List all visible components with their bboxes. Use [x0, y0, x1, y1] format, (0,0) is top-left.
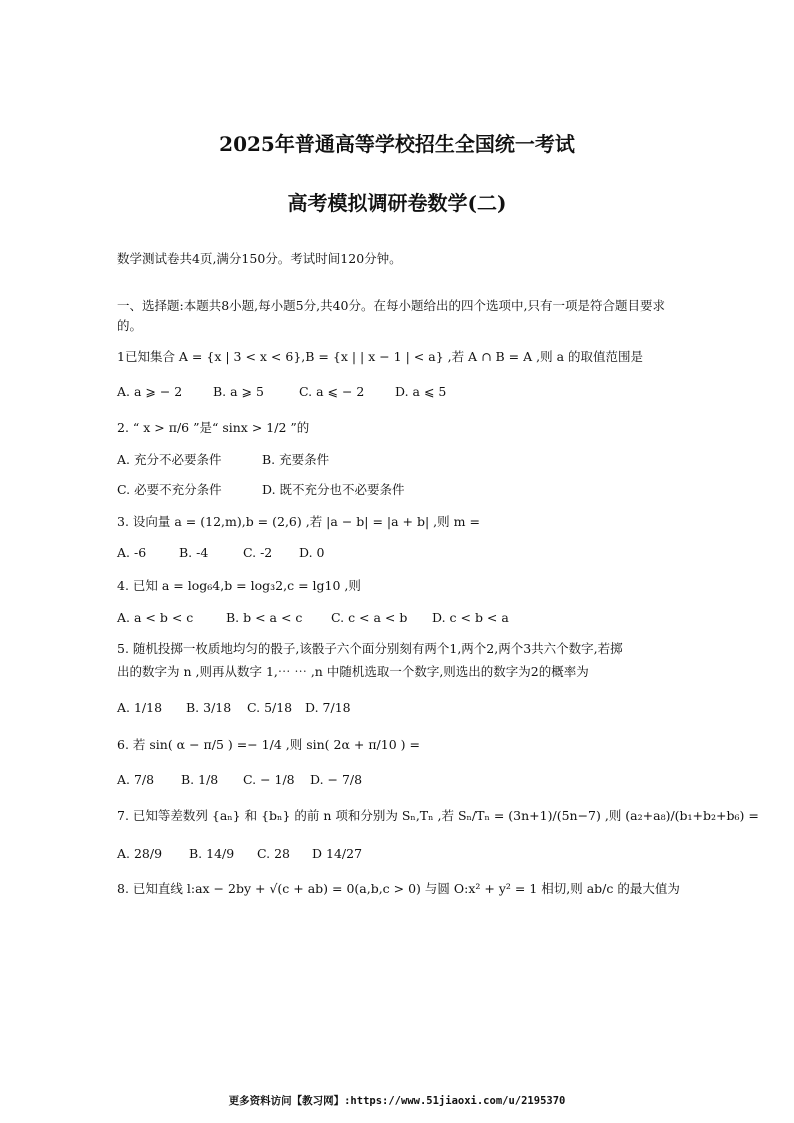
- question-7-stem: 7. 已知等差数列 {aₙ} 和 {bₙ} 的前 n 项和分别为 Sₙ,Tₙ ,若 Sₙ/Tₙ = (3n+1)/(5n−7) ,则 (a₂+a₈)/(b₁+b₂+b₆) =: [117, 808, 759, 823]
- q4-option-a: A. a < b < c: [117, 610, 194, 625]
- question-8-stem: 8. 已知直线 l:ax − 2by + √(c + ab) = 0(a,b,c > 0) 与圆 O:x² + y² = 1 相切,则 ab/c 的最大值为: [117, 881, 680, 896]
- q2-option-d: D. 既不充分也不必要条件: [262, 482, 405, 497]
- q1-option-a: A. a ⩾ − 2: [117, 384, 183, 399]
- q5-option-d: D. 7/18: [305, 700, 351, 715]
- q3-option-d: D. 0: [299, 545, 325, 560]
- q7-option-a: A. 28/9: [117, 846, 163, 861]
- q7-option-b: B. 14/9: [189, 846, 235, 861]
- q3-option-b: B. -4: [179, 545, 209, 560]
- exam-intro: 数学测试卷共4页,满分150分。考试时间120分钟。: [117, 251, 402, 266]
- q6-option-c: C. − 1/8: [243, 772, 295, 787]
- q6-option-d: D. − 7/8: [310, 772, 363, 787]
- section-heading: 一、选择题:本题共8小题,每小题5分,共40分。在每小题给出的四个选项中,只有一项是符合题目要求的。: [117, 298, 665, 333]
- footer-link-text: 更多资料访问【教习网】:https://www.51jiaoxi.com/u/2195370: [228, 1095, 566, 1107]
- exam-subtitle: 高考模拟调研卷数学(二): [287, 191, 507, 215]
- question-2-stem: 2. “ x > π/6 ”是“ sinx > 1/2 ”的: [117, 420, 310, 435]
- q7-option-d: D 14/27: [312, 846, 363, 861]
- question-3-stem: 3. 设向量 a = (12,m),b = (2,6) ,若 |a − b| = |a + b| ,则 m =: [117, 514, 480, 529]
- q2-option-a: A. 充分不必要条件: [117, 452, 222, 467]
- question-1-stem: 1已知集合 A = {x | 3 < x < 6},B = {x | | x − 1 | < a} ,若 A ∩ B = A ,则 a 的取值范围是: [117, 349, 643, 364]
- q1-option-d: D. a ⩽ 5: [395, 384, 447, 399]
- q6-option-b: B. 1/8: [181, 772, 219, 787]
- q3-option-c: C. -2: [243, 545, 273, 560]
- q2-option-c: C. 必要不充分条件: [117, 482, 222, 497]
- q2-option-b: B. 充要条件: [262, 452, 330, 467]
- q4-option-c: C. c < a < b: [331, 610, 408, 625]
- q4-option-d: D. c < b < a: [432, 610, 509, 625]
- q1-option-b: B. a ⩾ 5: [213, 384, 264, 399]
- question-4-stem: 4. 已知 a = log₆4,b = log₃2,c = lg10 ,则: [117, 578, 361, 593]
- q5-option-a: A. 1/18: [117, 700, 163, 715]
- q3-option-a: A. -6: [117, 545, 147, 560]
- exam-title: 2025年普通高等学校招生全国统一考试: [219, 132, 575, 156]
- q7-option-c: C. 28: [257, 846, 290, 861]
- q5-option-b: B. 3/18: [186, 700, 232, 715]
- q5-option-c: C. 5/18: [247, 700, 293, 715]
- question-5-stem-line1: 5. 随机投掷一枚质地均匀的骰子,该骰子六个面分别刻有两个1,两个2,两个3共六个数字,若掷: [117, 641, 623, 656]
- q6-option-a: A. 7/8: [117, 772, 155, 787]
- question-6-stem: 6. 若 sin( α − π/5 ) =− 1/4 ,则 sin( 2α + π/10 ) =: [117, 737, 420, 752]
- question-5-stem-line2: 出的数字为 n ,则再从数字 1,⋯ ⋯ ,n 中随机选取一个数字,则选出的数字为2的概率为: [117, 664, 589, 679]
- q1-option-c: C. a ⩽ − 2: [299, 384, 365, 399]
- q4-option-b: B. b < a < c: [226, 610, 303, 625]
